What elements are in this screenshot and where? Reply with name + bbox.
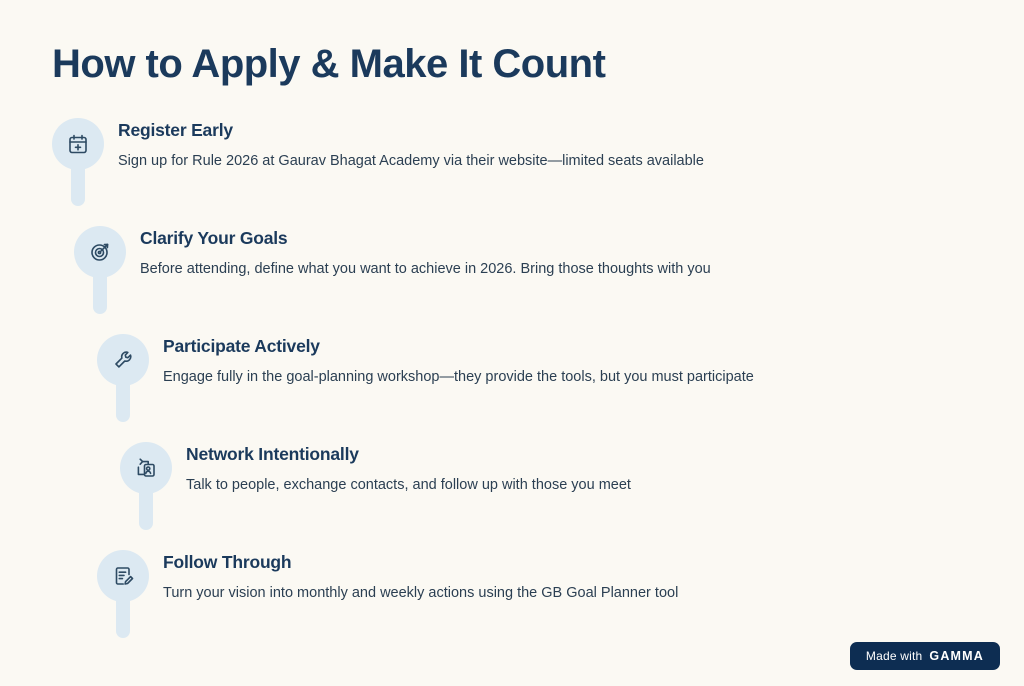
badge-prefix-label: Made with: [865, 649, 923, 663]
pin-marker: [120, 442, 172, 530]
step-content: [149, 334, 754, 388]
step-content: [126, 226, 711, 280]
network-contacts-icon: [134, 456, 158, 480]
list-item: [97, 334, 1024, 422]
checklist-document-icon: [111, 564, 135, 588]
step-description: Turn your vision into monthly and weekly actions using the GB Goal Planner tool: [163, 585, 679, 601]
step-content: [172, 442, 631, 496]
pin-head: [97, 550, 149, 602]
pin-marker: [97, 334, 149, 422]
list-item: [97, 550, 1024, 638]
pin-head: [97, 334, 149, 386]
step-content: [104, 118, 704, 172]
calendar-plus-icon: [66, 132, 90, 156]
step-title: Register Early: [118, 120, 233, 140]
list-item: [52, 118, 1024, 206]
step-description: Before attending, define what you want to achieve in 2026. Bring those thoughts with you: [140, 261, 711, 277]
list-item: [74, 226, 1024, 314]
pin-head: [74, 226, 126, 278]
steps-list: [0, 118, 1024, 658]
step-description: Sign up for Rule 2026 at Gaurav Bhagat Academy via their website—limited seats available: [118, 153, 704, 169]
pin-marker: [74, 226, 126, 314]
step-title: Follow Through: [163, 552, 292, 572]
made-with-gamma-badge[interactable]: [850, 642, 1000, 670]
pin-marker: [97, 550, 149, 638]
step-content: [149, 550, 678, 604]
pin-head: [52, 118, 104, 170]
step-title: Network Intentionally: [186, 444, 359, 464]
target-arrow-icon: [88, 240, 112, 264]
step-title: Participate Actively: [163, 336, 320, 356]
step-description: Engage fully in the goal-planning workshop—they provide the tools, but you must participate: [163, 369, 754, 385]
badge-brand-label: GAMMA: [929, 649, 984, 663]
pin-marker: [52, 118, 104, 206]
pin-head: [120, 442, 172, 494]
step-title: Clarify Your Goals: [140, 228, 288, 248]
step-description: Talk to people, exchange contacts, and follow up with those you meet: [186, 477, 631, 493]
list-item: [120, 442, 1024, 530]
page-title: How to Apply & Make It Count: [52, 42, 606, 86]
wrench-icon: [111, 348, 135, 372]
